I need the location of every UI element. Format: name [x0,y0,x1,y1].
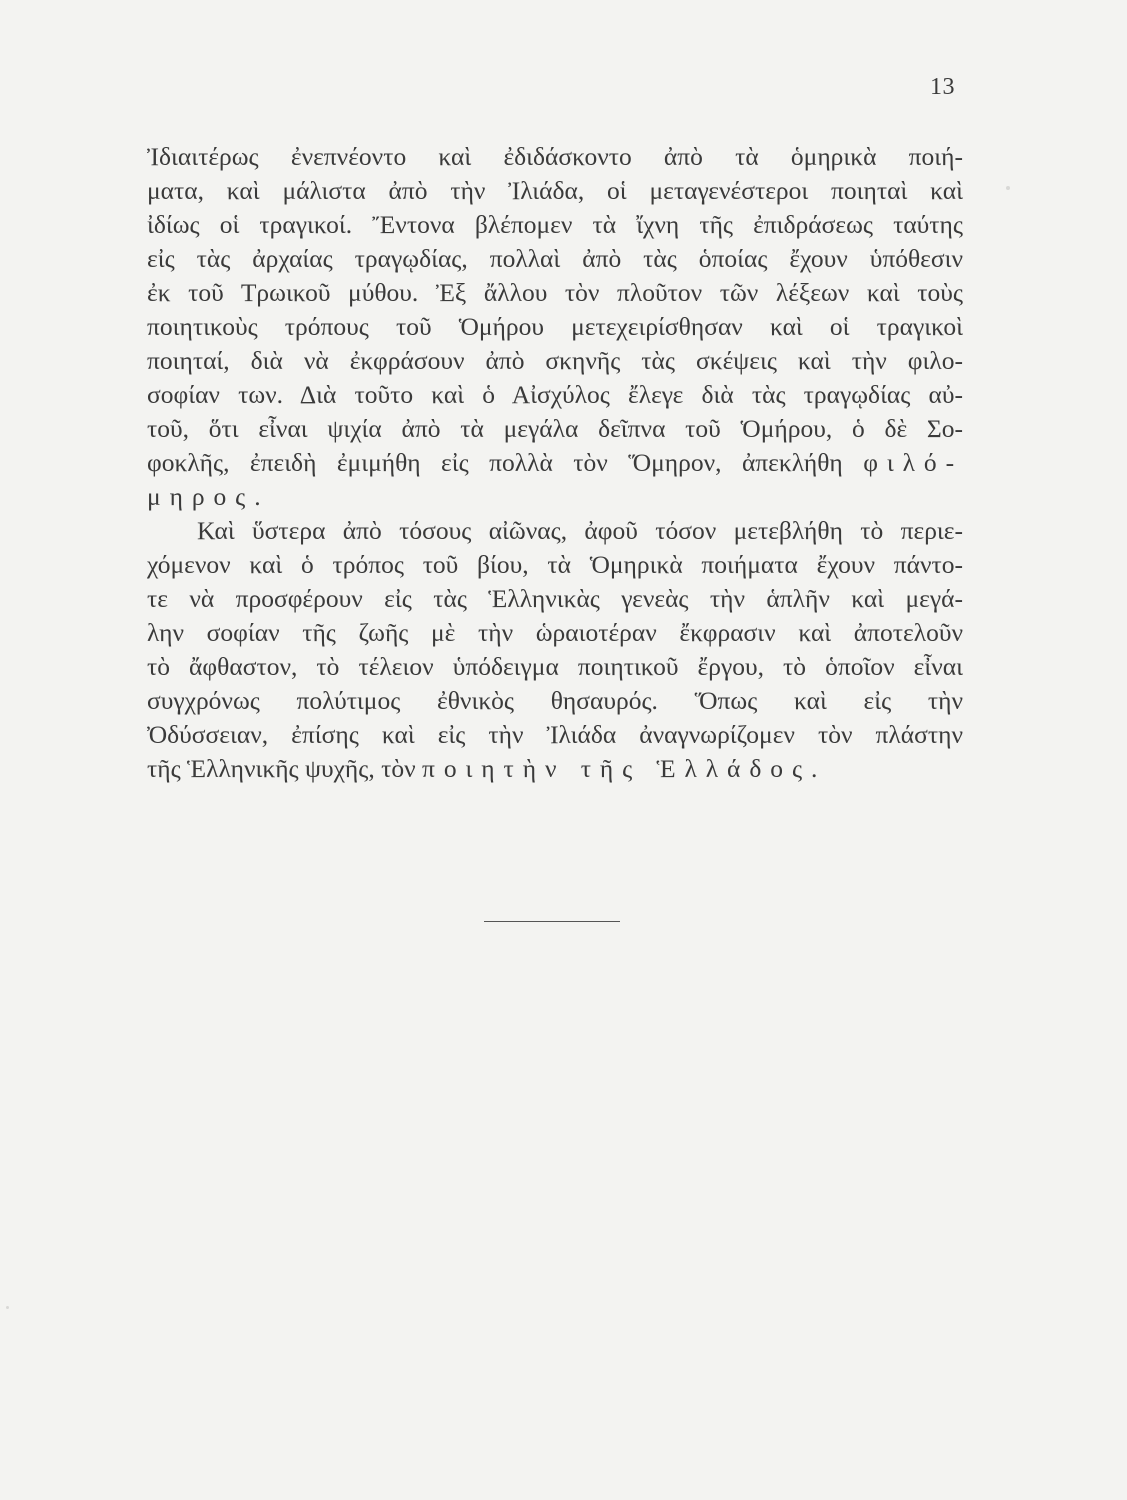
text-line: λην σοφίαν τῆς ζωῆς μὲ τὴν ὡραιοτέραν ἔκφρασιν καὶ ἀποτελοῦν [147,618,963,647]
text-line: φοκλῆς, ἐπειδὴ ἐμιμήθη εἰς πολλὰ τὸν Ὅμηρον, ἀπεκλήθη φιλό- [147,448,963,477]
paper-speck [6,1306,9,1309]
text-line: χόμενον καὶ ὁ τρόπος τοῦ βίου, τὰ Ὁμηρικὰ ποιήματα ἔχουν πάντο- [147,550,963,579]
text-line: ματα, καὶ μάλιστα ἀπὸ τὴν Ἰλιάδα, οἱ μεταγενέστεροι ποιηταὶ καὶ [147,176,963,205]
text-line: Ὀδύσσειαν, ἐπίσης καὶ εἰς τὴν Ἰλιάδα ἀναγνωρίζομεν τὸν πλάστην [147,720,963,749]
text-line: τῆς Ἑλληνικῆς ψυχῆς, τὸν ποιητὴν τῆς Ἑλλάδος. [147,754,818,783]
section-divider-rule [484,921,620,922]
text-line: Καὶ ὕστερα ἀπὸ τόσους αἰῶνας, ἀφοῦ τόσον μετεβλήθη τὸ περιε- [197,516,963,545]
spaced-emphasis: φιλό- [863,448,963,477]
spaced-emphasis: ποιητὴν τῆς Ἑλλάδος [422,754,811,783]
text-line: τὸ ἄφθαστον, τὸ τέλειον ὑπόδειγμα ποιητικοῦ ἔργου, τὸ ὁποῖον εἶναι [147,652,963,681]
text-line: τοῦ, ὅτι εἶναι ψιχία ἀπὸ τὰ μεγάλα δεῖπνα τοῦ Ὁμήρου, ὁ δὲ Σο- [147,414,963,443]
text-line: Ἰδιαιτέρως ἐνεπνέοντο καὶ ἐδιδάσκοντο ἀπὸ τὰ ὁμηρικὰ ποιή- [147,142,963,171]
text-line: συγχρόνως πολύτιμος ἐθνικὸς θησαυρός. Ὅπως καὶ εἰς τὴν [147,686,963,715]
text-line: ποιητικοὺς τρόπους τοῦ Ὁμήρου μετεχειρίσθησαν καὶ οἱ τραγικοὶ [147,312,963,341]
spaced-emphasis: μηρος [147,482,255,511]
page-number: 13 [930,74,955,100]
text-line: μηρος. [147,482,261,511]
text-line: τε νὰ προσφέρουν εἰς τὰς Ἑλληνικὰς γενεὰς τὴν ἁπλῆν καὶ μεγά- [147,584,963,613]
text-line: ἐκ τοῦ Τρωικοῦ μύθου. Ἐξ ἄλλου τὸν πλοῦτον τῶν λέξεων καὶ τοὺς [147,278,963,307]
text-line: σοφίαν των. Διὰ τοῦτο καὶ ὁ Αἰσχύλος ἔλεγε διὰ τὰς τραγῳδίας αὐ- [147,380,963,409]
text-line: ποιηταί, διὰ νὰ ἐκφράσουν ἀπὸ σκηνῆς τὰς σκέψεις καὶ τὴν φιλο- [147,346,963,375]
paper-speck [1006,186,1010,190]
text-line: εἰς τὰς ἀρχαίας τραγῳδίας, πολλαὶ ἀπὸ τὰς ὁποίας ἔχουν ὑπόθεσιν [147,244,963,273]
text-line: ἰδίως οἱ τραγικοί. Ἔντονα βλέπομεν τὰ ἴχνη τῆς ἐπιδράσεως ταύτης [147,210,963,239]
